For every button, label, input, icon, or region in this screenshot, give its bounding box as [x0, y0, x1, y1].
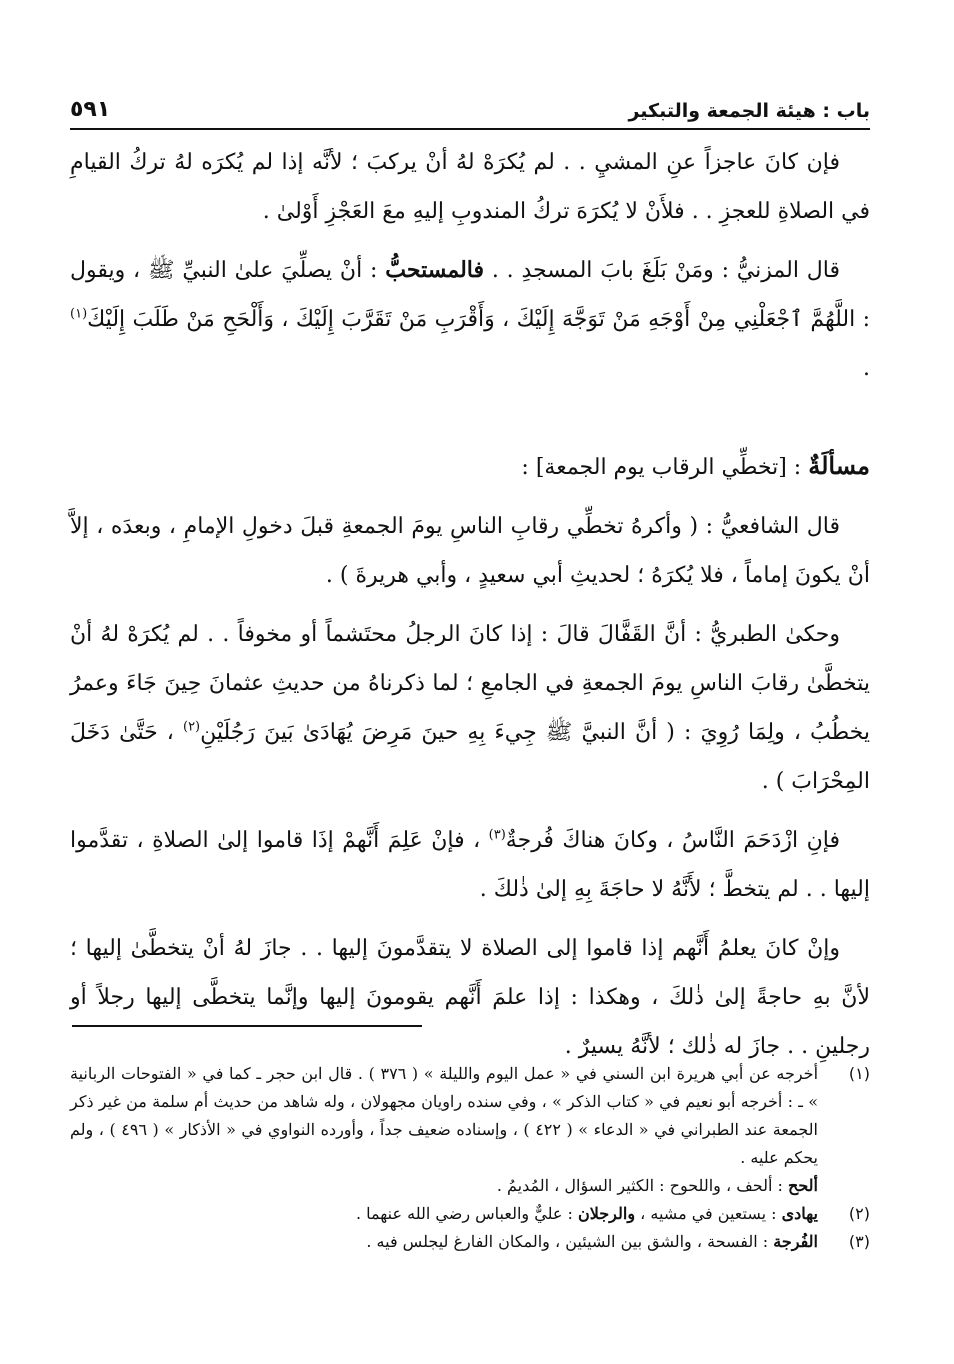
footnote-ref-1[interactable]: (١) — [70, 306, 88, 322]
page-number: ٥٩١ — [70, 97, 111, 122]
paragraph-2 — [70, 246, 870, 393]
definition-text: : عليٌّ والعباس رضي الله عنهما . — [356, 1204, 573, 1223]
footnote-number: (١) — [848, 1064, 870, 1083]
masala-heading — [70, 441, 870, 492]
masala-topic: : [تخطِّي الرقاب يوم الجمعة] : — [521, 455, 802, 480]
header-rule — [70, 128, 870, 130]
definition-text: : ألحف ، واللحوح : الكثير السؤال ، المُديمُ . — [496, 1176, 783, 1195]
paragraph-4-end: ، حَتَّىٰ دَخَلَ المِحْرَابَ ) . — [70, 720, 870, 794]
footnote-separator — [72, 1025, 422, 1027]
paragraph-4 — [70, 610, 870, 806]
paragraph-1-text: فإن كانَ عاجزاً عنِ المشيِ . . لم يُكرَهْ لهُ أنْ يركبَ ؛ لأنَّه إذا لم يُكرَه لهُ تركُ القيامِ في الصلاةِ للعجزِ . . فلأَنْ لا يُكرَهَ تركُ المندوبِ إليهِ معَ العَجْزِ أَوْلىٰ . — [70, 150, 870, 224]
paragraph-6-text: وإنْ كانَ يعلمُ أَنَّهم إذا قاموا إلى الصلاة لا يتقدَّمونَ إليها . . جازَ لهُ أنْ يتخطَّىٰ إليها ؛ لأنَّ بهِ حاجةً إلىٰ ذٰلكَ ، وهكذا : إذا علمَ أَنَّهم يقومونَ إليها وإنَّما يتخطَّى إليها رجلاً أو رجلينِ . . جازَ له ذٰلك ؛ لأنَّهُ يسيرٌ . — [70, 936, 870, 1059]
paragraph-5 — [70, 816, 870, 914]
footnotes — [70, 1060, 870, 1256]
definition-text: : يستعين في مشيه ، — [635, 1204, 777, 1223]
footnote-number: (٣) — [848, 1232, 870, 1251]
footnote-1 — [70, 1060, 870, 1172]
footnote-3 — [70, 1228, 870, 1256]
footnote-ref-2[interactable]: (٢) — [182, 719, 201, 735]
paragraph-1 — [70, 138, 870, 236]
footnote-1-definition — [70, 1172, 870, 1200]
footnote-text — [70, 1200, 818, 1228]
paragraph-3-text: قال الشافعيُّ : ( وأكرهُ تخطِّي رقابِ الناسِ يومَ الجمعةِ قبلَ دخولِ الإمامِ ، وبعدَه ، إلاَّ أنْ يكونَ إماماً ، فلا يُكرَهُ ؛ لحديثِ أبي سعيدٍ ، وأبي هريرةَ ) . — [70, 514, 870, 588]
footnote-2 — [70, 1200, 870, 1228]
footnote-text: أخرجه عن أبي هريرة ابن السني في « عمل اليوم والليلة » ( ٣٧٦ ) . قال ابن حجر ـ كما في « الفتوحات الربانية » ـ : أخرجه أبو نعيم في « كتاب الذكر » ، وفي سنده راويان مجهولان ، وله شاهد من حديث أم سلمة من غير ذكر الجمعة عند الطبراني في « الدعاء » ( ٤٢٢ ) ، وإسناده ضعيف جداً ، وأورده النواوي في « الأذكار » ( ٤٩٦ ) ، ولم يحكم عليه . — [70, 1064, 819, 1167]
definition-term: ألحح — [788, 1176, 818, 1195]
paragraph-4-text: وحكىٰ الطبريُّ : أنَّ القَفَّالَ قالَ : إذا كانَ الرجلُ محتَشماً أو مخوفاً . . لم يُكرَهْ لهُ أنْ يتخطَّىٰ رقابَ الناسِ يومَ الجمعةِ في الجامعِ ؛ لما ذكرناهُ من حديثِ عثمانَ حِينَ جَاءَ وعمرُ يخطُبُ ، ولِمَا رُوِيَ : ( أنَّ النبيَّ ﷺ جِيءَ بِهِ حينَ مَرِضَ يُهَادَىٰ بَينَ رَجُلَيْنِ — [70, 622, 870, 745]
definition-term: يهادى — [781, 1204, 818, 1223]
mustahab-term: فالمستحبُّ — [385, 257, 484, 283]
footnote-text — [70, 1228, 818, 1256]
definition-text: : الفسحة ، والشق بين الشيئين ، والمكان الفارغ ليجلس فيه . — [366, 1232, 769, 1251]
book-page — [70, 60, 870, 1340]
chapter-title: باب : هيئة الجمعة والتبكير — [628, 100, 870, 122]
paragraph-6 — [70, 924, 870, 1071]
definition-term: الفُرجة — [773, 1232, 818, 1251]
footnote-number: (٢) — [848, 1204, 870, 1223]
footnote-ref-3[interactable]: (٣) — [488, 827, 506, 843]
paragraph-2-end: . — [863, 356, 870, 381]
masala-label: مسألَةٌ — [808, 451, 870, 480]
main-text — [70, 138, 870, 1081]
definition-term: والرجلان — [577, 1204, 636, 1223]
paragraph-5-end: ، فإنْ عَلِمَ أَنَّهمْ إذَا قاموا إلىٰ الصلاةِ ، تقدَّموا إليها . . لم يتخطَّ ؛ لأَنَّهُ لا حاجَةَ بِهِ إلىٰ ذٰلكَ . — [70, 828, 870, 902]
page-header — [70, 92, 870, 122]
paragraph-2-body: : أنْ يصلِّيَ علىٰ النبيِّ ﷺ ، ويقول : اللَّهُمَّ ٱجْعَلْنِي مِنْ أَوْجَهِ مَنْ تَوَجَّهَ إِلَيْكَ ، وَأَقْرَبِ مَنْ تَقَرَّبَ إِلَيْكَ ، وَأَلْحَحِ مَنْ طَلَبَ إِلَيْكَ — [70, 258, 870, 332]
paragraph-2-start: قال المزنيُّ : ومَنْ بَلَغَ بابَ المسجدِ . . — [491, 258, 840, 283]
paragraph-3 — [70, 502, 870, 600]
paragraph-5-text: فإنِ ازْدَحَمَ النَّاسُ ، وكانَ هناكَ فُرجةٌ — [505, 828, 840, 853]
